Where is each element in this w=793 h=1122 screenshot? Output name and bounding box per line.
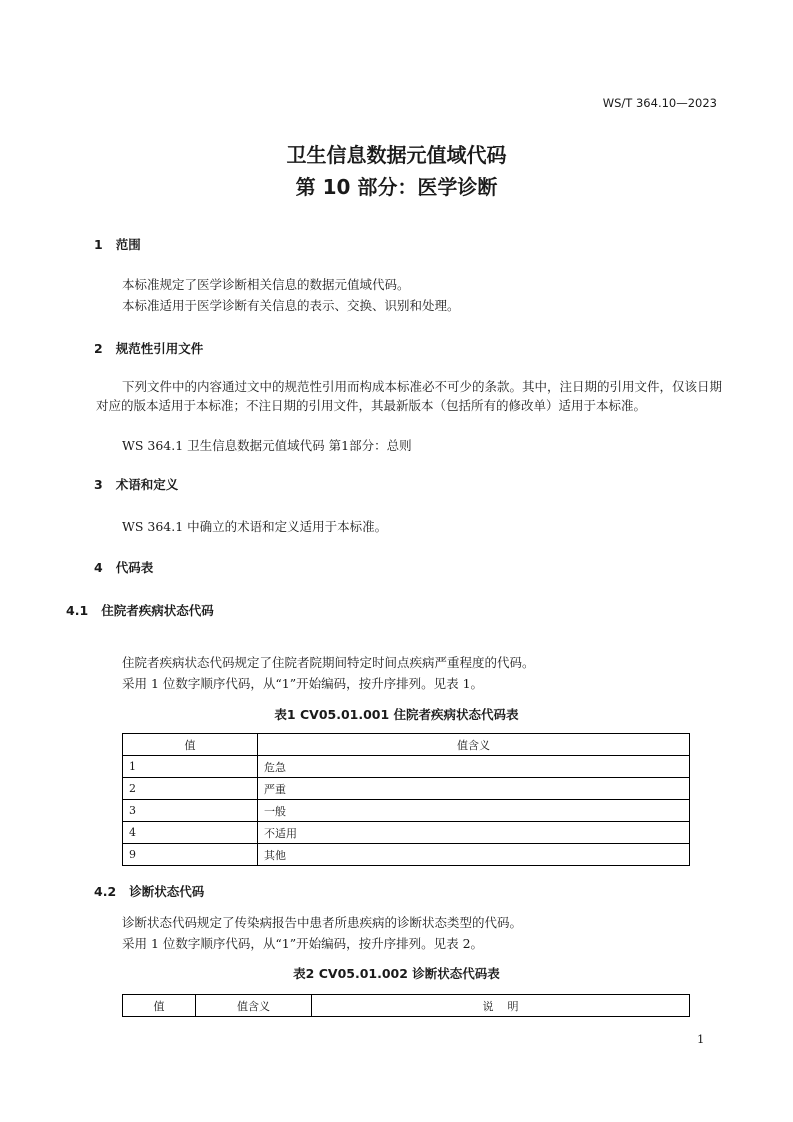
table-header: 值含义: [258, 734, 690, 756]
table-cell: 9: [123, 844, 258, 866]
table-header: 说 明: [312, 995, 690, 1017]
section-number: 3: [94, 477, 103, 492]
table-cell: 1: [123, 756, 258, 778]
paragraph: 诊断状态代码规定了传染病报告中患者所患疾病的诊断状态类型的代码。: [122, 915, 523, 930]
table-cell: 危急: [258, 756, 690, 778]
paragraph: 本标准规定了医学诊断相关信息的数据元值域代码。: [122, 277, 410, 292]
table-2: [122, 994, 690, 1017]
section-title: 诊断状态代码: [129, 884, 205, 899]
table-cell: 不适用: [258, 822, 690, 844]
table-row: [123, 844, 690, 866]
paragraph: 采用 1 位数字顺序代码，从“1”开始编码，按升序排列。见表 1。: [122, 676, 484, 691]
section-2-heading: [94, 339, 203, 357]
table-2-caption: 表2 CV05.01.002 诊断状态代码表: [293, 966, 500, 981]
document-subtitle: 第 10 部分：医学诊断: [295, 175, 498, 199]
section-number: 4: [94, 560, 103, 575]
section-4-2-heading: [94, 882, 204, 900]
table-row: [123, 756, 690, 778]
normative-reference: WS 364.1 卫生信息数据元值域代码 第1部分：总则: [122, 438, 412, 453]
section-number: 4.1: [66, 603, 89, 618]
paragraph: 本标准适用于医学诊断有关信息的表示、交换、识别和处理。: [122, 298, 460, 313]
section-3-heading: [94, 475, 178, 493]
table-row: [123, 822, 690, 844]
table-header: 值含义: [196, 995, 312, 1017]
section-title: 术语和定义: [115, 477, 179, 492]
paragraph: 采用 1 位数字顺序代码，从“1”开始编码，按升序排列。见表 2。: [122, 936, 484, 951]
section-number: 4.2: [94, 884, 117, 899]
table-cell: 4: [123, 822, 258, 844]
paragraph: 下列文件中的内容通过文中的规范性引用而构成本标准必不可少的条款。其中，注日期的引用文件，仅该日期对应的版本适用于本标准；不注日期的引用文件，其最新版本（包括所有的修改单）适用于本标准。: [96, 379, 723, 413]
section-1-heading: [94, 235, 141, 253]
paragraph: 住院者疾病状态代码规定了住院者院期间特定时间点疾病严重程度的代码。: [122, 655, 535, 670]
page-number: 1: [697, 1032, 705, 1046]
section-title: 规范性引用文件: [115, 341, 204, 356]
document-title: 卫生信息数据元值域代码: [286, 143, 507, 167]
table-row: [123, 800, 690, 822]
table-cell: 2: [123, 778, 258, 800]
section-number: 1: [94, 237, 103, 252]
table-header: 值: [123, 734, 258, 756]
table-1: [122, 733, 690, 866]
table-row: [123, 778, 690, 800]
table-header: 值: [123, 995, 196, 1017]
section-title: 住院者疾病状态代码: [101, 603, 214, 618]
section-4-heading: [94, 558, 153, 576]
section-4-1-heading: [66, 601, 214, 619]
paragraph: WS 364.1 中确立的术语和定义适用于本标准。: [122, 519, 388, 534]
table-cell: 一般: [258, 800, 690, 822]
table-cell: 严重: [258, 778, 690, 800]
table-cell: 3: [123, 800, 258, 822]
table-cell: 其他: [258, 844, 690, 866]
section-title: 范围: [115, 237, 141, 252]
section-number: 2: [94, 341, 103, 356]
section-title: 代码表: [115, 560, 154, 575]
table-1-caption: 表1 CV05.01.001 住院者疾病状态代码表: [274, 707, 519, 722]
standard-number: WS/T 364.10—2023: [602, 96, 717, 110]
